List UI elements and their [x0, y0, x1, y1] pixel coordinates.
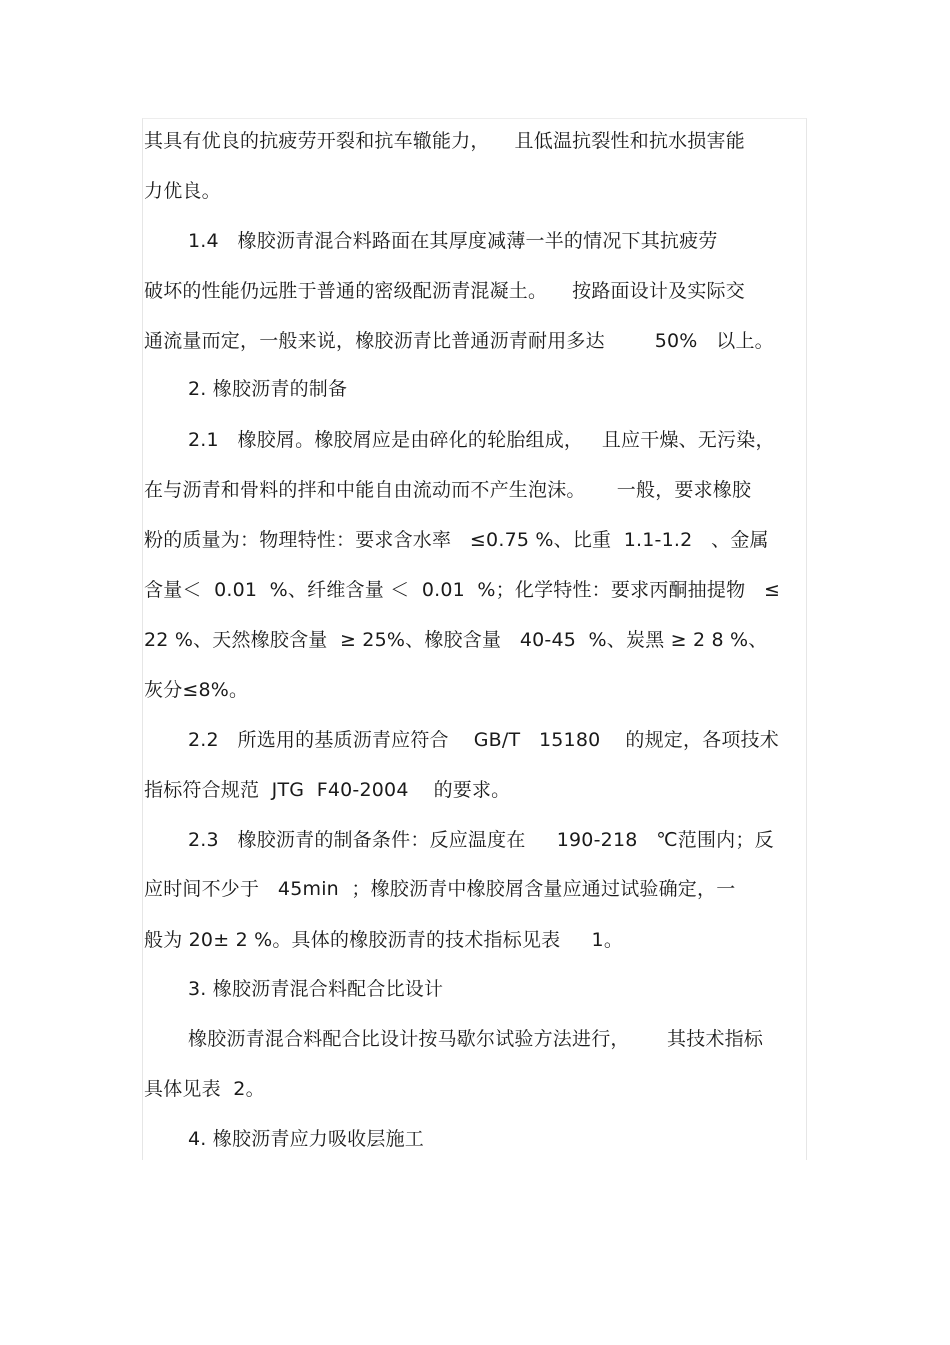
text-line: 应时间不少于 45min ；橡胶沥青中橡胶屑含量应通过试验确定，一 [144, 878, 736, 900]
text-line: 2.3 橡胶沥青的制备条件：反应温度在 190-218 ℃范围内；反 [188, 829, 774, 851]
text-line: 22 %、天然橡胶含量 ≥ 25%、橡胶含量 40-45 %、炭黑 ≥ 2 8 %、 [144, 629, 768, 651]
text-line: 2.2 所选用的基质沥青应符合 GB/T 15180 的规定，各项技术 [188, 729, 779, 751]
text-line: 具体见表 2。 [144, 1078, 265, 1100]
text-line: 指标符合规范 JTG F40-2004 的要求。 [144, 779, 511, 801]
section-heading: 3. 橡胶沥青混合料配合比设计 [188, 978, 444, 1000]
text-line: 通流量而定，一般来说，橡胶沥青比普通沥青耐用多达 50% 以上。 [144, 330, 774, 352]
text-line: 2.1 橡胶屑。橡胶屑应是由碎化的轮胎组成， 且应干燥、无污染， [188, 429, 775, 451]
text-line: 1.4 橡胶沥青混合料路面在其厚度减薄一半的情况下其抗疲劳 [188, 230, 718, 252]
text-line: 橡胶沥青混合料配合比设计按马歇尔试验方法进行， 其技术指标 [188, 1028, 764, 1050]
text-line: 灰分≤8%。 [144, 679, 249, 701]
text-line: 般为 20± 2 %。具体的橡胶沥青的技术指标见表 1。 [144, 929, 624, 951]
text-line: 粉的质量为：物理特性：要求含水率 ≤0.75 %、比重 1.1-1.2 、金属 [144, 529, 769, 551]
text-line: 破坏的性能仍远胜于普通的密级配沥青混凝土。 按路面设计及实际交 [144, 280, 745, 302]
text-line: 力优良。 [144, 180, 221, 202]
section-heading: 2. 橡胶沥青的制备 [188, 378, 348, 400]
text-line: 含量＜ 0.01 %、纤维含量 ＜ 0.01 %；化学特性：要求丙酮抽提物 ≤ [144, 579, 781, 601]
text-line: 其具有优良的抗疲劳开裂和抗车辙能力， 且低温抗裂性和抗水损害能 [144, 130, 745, 152]
section-heading: 4. 橡胶沥青应力吸收层施工 [188, 1128, 424, 1150]
text-line: 在与沥青和骨料的拌和中能自由流动而不产生泡沫。 一般，要求橡胶 [144, 479, 752, 501]
